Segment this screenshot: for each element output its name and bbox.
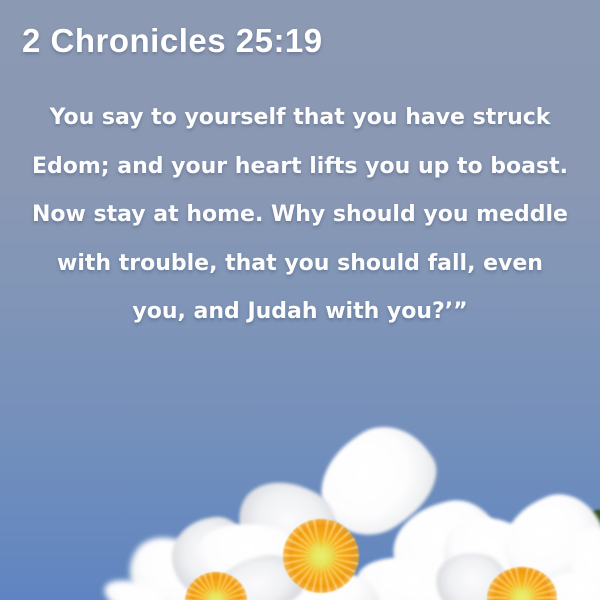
verse-line: Edom; and your heart lifts you up to boast. [31,153,568,179]
verse-line: Now stay at home. Why should you meddle [32,202,568,227]
verse-line: You say to yourself that you have struck [49,105,551,130]
flower-center [283,519,359,593]
verse-reference: 2 Chronicles 25:19 [22,22,323,59]
verse-text [0,94,600,337]
verse-line: you, and Judah with you?’” [132,299,468,324]
verse-line: with trouble, that you should fall, even [57,250,543,276]
